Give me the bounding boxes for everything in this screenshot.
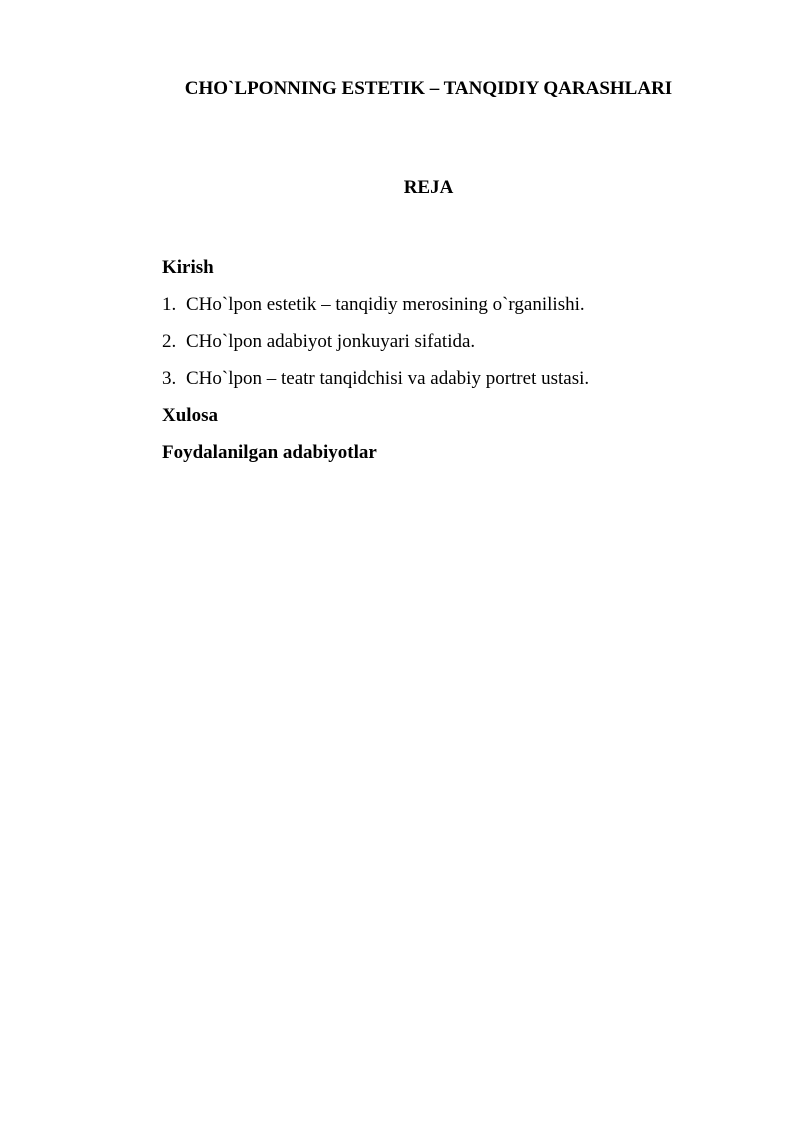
plan-item-1 bbox=[162, 286, 762, 323]
plan-item-number: 1. bbox=[162, 294, 177, 315]
plan-item-number: 2. bbox=[162, 331, 177, 352]
document-title: CHO`LPONNING ESTETIK – TANQIDIY QARASHLARI bbox=[184, 78, 673, 99]
plan-item-text: CHo`lpon – teatr tanqidchisi va adabiy portret ustasi. bbox=[186, 368, 590, 389]
plan-item-text: CHo`lpon adabiyot jonkuyari sifatida. bbox=[186, 331, 476, 352]
plan-references: Foydalanilgan adabiyotlar bbox=[162, 442, 377, 463]
plan-list bbox=[162, 249, 762, 471]
plan-heading: REJA bbox=[403, 177, 454, 198]
plan-item-text: CHo`lpon estetik – tanqidiy merosining o`rganilishi. bbox=[186, 294, 585, 315]
plan-item-number: 3. bbox=[162, 368, 177, 389]
plan-item-2 bbox=[162, 323, 762, 360]
plan-item-3 bbox=[162, 360, 762, 397]
plan-introduction: Kirish bbox=[162, 257, 214, 278]
plan-conclusion: Xulosa bbox=[162, 405, 218, 426]
